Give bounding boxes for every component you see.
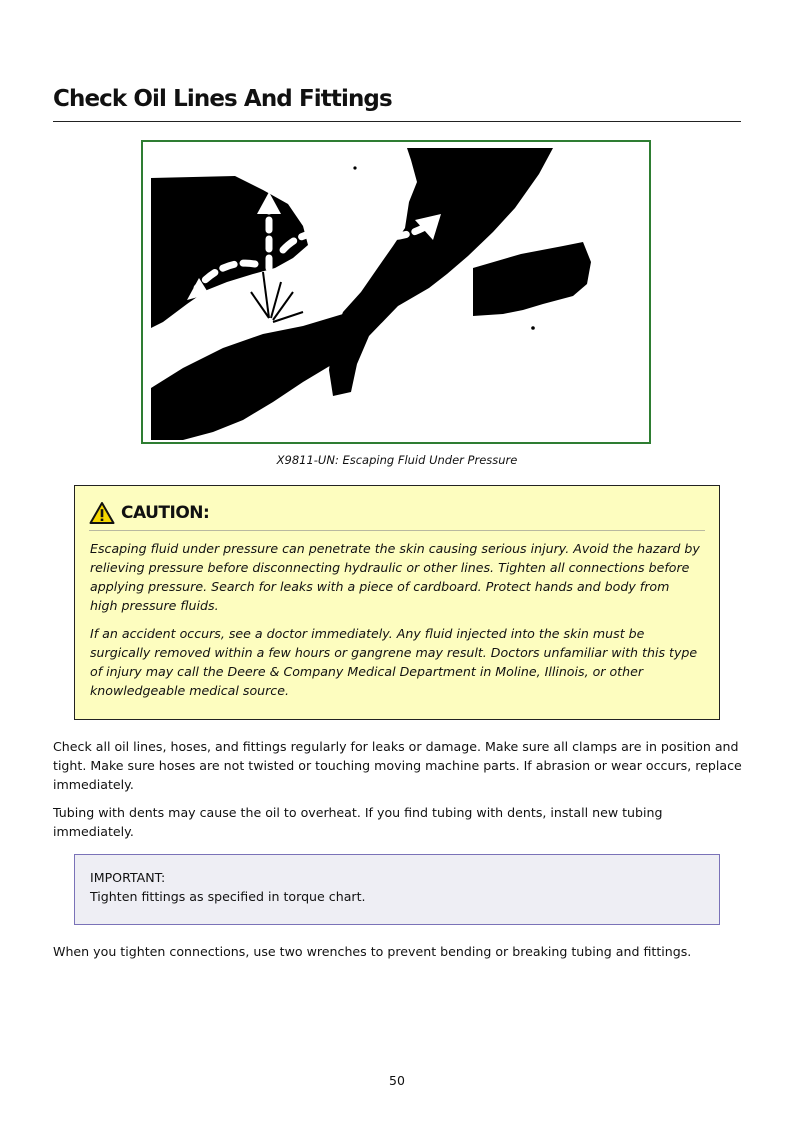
- caution-divider: [89, 530, 705, 531]
- caution-label: CAUTION:: [121, 503, 210, 523]
- important-label: IMPORTANT:: [90, 870, 166, 885]
- important-notice: [74, 854, 720, 925]
- figure-caption: X9811-UN: Escaping Fluid Under Pressure: [276, 453, 518, 467]
- page-number: 50: [389, 1073, 405, 1088]
- body-paragraph: Check all oil lines, hoses, and fittings regularly for leaks or damage. Make sure all clamps are in position and tight. Make sure hoses are not twisted or touching moving machine parts. If abrasion or wear occurs, replace immediately.: [53, 739, 742, 792]
- title-divider: [53, 121, 741, 122]
- escaping-fluid-illustration: [141, 140, 651, 444]
- caution-header: [89, 500, 209, 526]
- caution-paragraph: If an accident occurs, see a doctor immediately. Any fluid injected into the skin must be surgically removed within a few hours or gangrene may result. Doctors unfamiliar with this type of injury may call the Deere & Company Medical Department in Moline, Illinois, or other knowledgeable medical source.: [90, 626, 698, 698]
- body-paragraph: Tubing with dents may cause the oil to overheat. If you find tubing with dents, install new tubing immediately.: [53, 805, 663, 839]
- important-text: Tighten fittings as specified in torque chart.: [90, 889, 366, 904]
- caution-notice: [74, 485, 720, 720]
- body-paragraph: When you tighten connections, use two wrenches to prevent bending or breaking tubing and fittings.: [53, 944, 692, 959]
- warning-triangle-icon: [89, 501, 115, 525]
- page-title: Check Oil Lines And Fittings: [53, 86, 392, 112]
- caution-paragraph: Escaping fluid under pressure can penetrate the skin causing serious injury. Avoid the hazard by relieving pressure before disconnecting hydraulic or other lines. Tighten all connections before applying pressure. Search for leaks with a piece of cardboard. Protect hands and body from high pressure fluids.: [90, 541, 700, 613]
